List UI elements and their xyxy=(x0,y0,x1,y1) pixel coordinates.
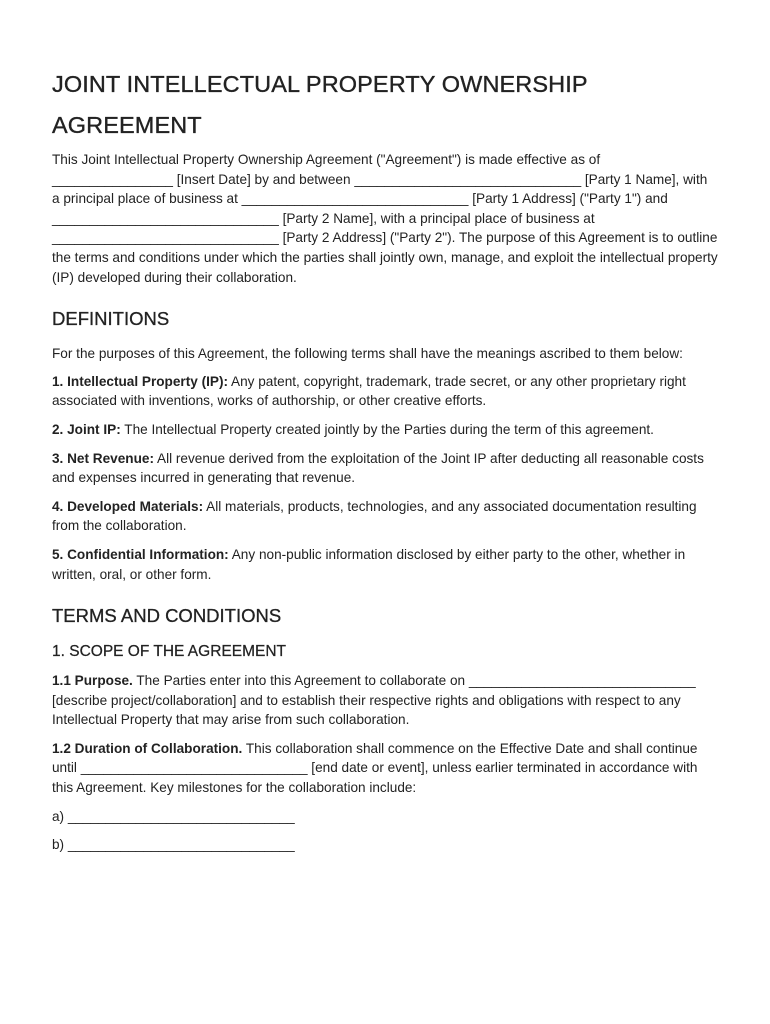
definition-text: The Intellectual Property created jointly by the Parties during the term of this agreement. xyxy=(120,421,654,437)
definition-item xyxy=(52,372,718,411)
definition-text: All materials, products, technologies, and any associated documentation resulting from the collaboration. xyxy=(52,498,697,534)
definition-term: 3. Net Revenue: xyxy=(52,450,154,466)
definition-text: Any patent, copyright, trademark, trade secret, or any other proprietary right associated with inventions, works of authorship, or other creative efforts. xyxy=(52,373,686,409)
document-title: JOINT INTELLECTUAL PROPERTY OWNERSHIP AGREEMENT xyxy=(52,71,588,138)
clause-term: 1.2 Duration of Collaboration. xyxy=(52,740,243,756)
milestone-item: a) ______________________________ xyxy=(52,808,295,824)
milestone-item: b) ______________________________ xyxy=(52,837,295,853)
agreement-document xyxy=(52,64,718,864)
terms-section xyxy=(52,602,718,855)
definition-item xyxy=(52,449,718,488)
clause-text: The Parties enter into this Agreement to collaborate on ______________________________ [describe project/collaboration] and to establish their respective rights and obligations with respect to any Intellectual Property that may arise from such collaboration. xyxy=(52,673,696,728)
scope-heading: 1. SCOPE OF THE AGREEMENT xyxy=(52,643,286,661)
duration-clause xyxy=(52,739,718,798)
definition-term: 5. Confidential Information: xyxy=(52,546,229,562)
definition-item xyxy=(52,497,718,536)
definition-text: All revenue derived from the exploitation of the Joint IP after deducting all reasonable costs and expenses incurred in generating that revenue. xyxy=(52,450,704,486)
terms-heading: TERMS AND CONDITIONS xyxy=(52,605,282,627)
definition-term: 4. Developed Materials: xyxy=(52,498,204,514)
definition-term: 1. Intellectual Property (IP): xyxy=(52,373,229,389)
definition-term: 2. Joint IP: xyxy=(52,421,121,437)
definition-item xyxy=(52,420,718,440)
definition-item xyxy=(52,545,718,584)
definitions-section xyxy=(52,305,718,584)
clause-term: 1.1 Purpose. xyxy=(52,673,133,689)
definition-text: Any non-public information disclosed by either party to the other, whether in written, oral, or other form. xyxy=(52,546,686,582)
purpose-clause xyxy=(52,671,718,730)
definitions-intro: For the purposes of this Agreement, the following terms shall have the meanings ascribed to them below: xyxy=(52,346,683,362)
definitions-heading: DEFINITIONS xyxy=(52,308,170,330)
intro-paragraph: This Joint Intellectual Property Ownership Agreement ("Agreement") is made effective as of ________________ [Insert Date] by and between ______________________________ [Party 1 Name], with a principal place of business at ______________________________ [Party 1 Address] ("Party 1") and ______________________________ [Party 2 Name], with a principal place of business at ______________________________ [Party 2 Address] ("Party 2"). The purpose of this Agreement is to outline the terms and conditions under which the parties shall jointly own, manage, and exploit the intellectual property (IP) developed during their collaboration. xyxy=(52,152,718,285)
clause-text: This collaboration shall commence on the Effective Date and shall continue until ______________________________ [end date or event], unless earlier terminated in accordance with this Agreement. Key milestones for the collaboration include: xyxy=(52,740,698,796)
